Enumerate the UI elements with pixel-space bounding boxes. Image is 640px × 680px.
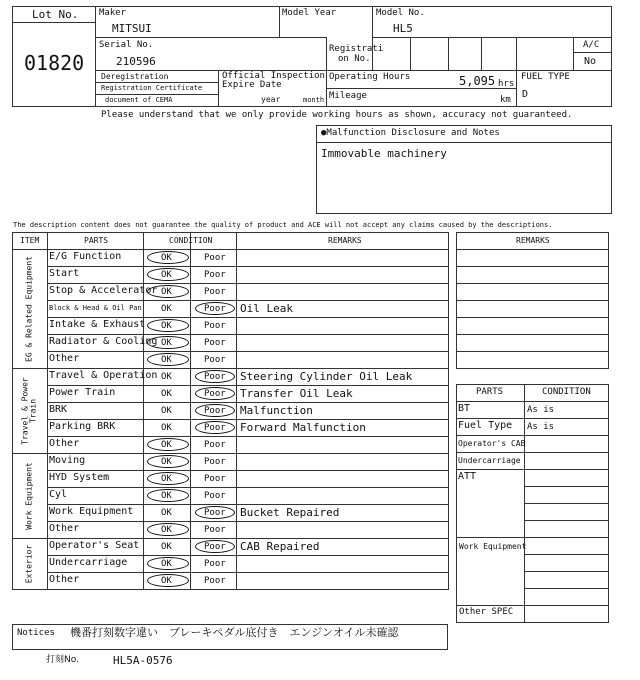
remark-text: Malfunction <box>240 404 313 417</box>
part-name: Other <box>49 574 80 585</box>
part-name: Start <box>49 268 80 279</box>
serial-label: Serial No. <box>99 40 154 50</box>
part-name: Operator's Seat <box>49 540 140 551</box>
poor-label: Poor <box>204 253 226 263</box>
ok-label: OK <box>161 457 172 467</box>
ok-selected-mark <box>147 336 189 349</box>
part-name: Cyl <box>49 489 68 500</box>
col-header-item: ITEM <box>20 236 40 245</box>
part-name: Block & Head & Oil Pan <box>49 304 142 312</box>
fuel-type-value: D <box>522 89 529 100</box>
ac-label: A/C <box>583 40 600 50</box>
part-name: Other <box>49 438 80 449</box>
poor-label: Poor <box>204 559 226 569</box>
part-name: HYD System <box>49 472 110 483</box>
ok-label: OK <box>161 270 172 280</box>
right-remarks-header: REMARKS <box>516 236 550 245</box>
part-name: BRK <box>49 404 68 415</box>
col-header-condition: CONDITION <box>169 236 213 245</box>
malfunction-text: Immovable machinery <box>321 147 447 160</box>
ok-label: OK <box>161 542 172 552</box>
ok-label: OK <box>161 406 172 416</box>
part-name: Other <box>49 523 80 534</box>
right-parts-header: PARTS <box>476 387 504 397</box>
fuel-type-label: FUEL TYPE <box>521 72 570 82</box>
mileage-label: Mileage <box>329 91 367 101</box>
poor-label: Poor <box>204 304 226 314</box>
poor-label: Poor <box>204 355 226 365</box>
ok-selected-mark <box>147 285 189 298</box>
part-name: E/G Function <box>49 251 122 262</box>
malfunction-box <box>316 125 612 214</box>
notices-label: Notices <box>17 628 55 638</box>
ac-value: No <box>584 56 597 67</box>
model-no-value: HL5 <box>393 22 413 35</box>
disclaimer: The description content does not guarantee the quality of product and ACE will not accept any claims caused by the descriptions. <box>13 221 553 229</box>
stamp-label: 打刻No. <box>46 655 79 665</box>
stamp-value: HL5A-0576 <box>113 654 173 667</box>
remark-text: Transfer Oil Leak <box>240 387 353 400</box>
poor-label: Poor <box>204 440 226 450</box>
ok-label: OK <box>161 576 172 586</box>
poor-selected-mark <box>195 387 235 400</box>
malfunction-title: ●Malfunction Disclosure and Notes <box>321 128 500 138</box>
ok-selected-mark <box>147 523 189 536</box>
part-name: Radiator & Cooling <box>49 336 158 347</box>
remark-text: Oil Leak <box>240 302 293 315</box>
poor-selected-mark <box>195 421 235 434</box>
lot-label: Lot No. <box>32 8 79 21</box>
group-label: EG & Related Equipment <box>23 255 33 362</box>
month-label: month <box>303 96 325 104</box>
ok-label: OK <box>161 321 172 331</box>
ok-label: OK <box>161 525 172 535</box>
poor-selected-mark <box>195 370 235 383</box>
col-header-parts: PARTS <box>84 236 109 245</box>
poor-label: Poor <box>204 423 226 433</box>
poor-selected-mark <box>195 302 235 315</box>
model-no-label: Model No. <box>376 8 425 18</box>
operating-hours-label: Operating Hours <box>329 72 411 82</box>
km-unit: km <box>500 95 511 105</box>
poor-label: Poor <box>204 389 226 399</box>
ok-selected-mark <box>147 319 189 332</box>
ok-label: OK <box>161 372 172 382</box>
group-label: Travel & Power Train <box>19 376 37 445</box>
poor-label: Poor <box>204 508 226 518</box>
part-name: Travel & Operation <box>49 370 158 381</box>
ok-label: OK <box>161 355 172 365</box>
col-header-remarks: REMARKS <box>328 236 362 245</box>
serial-value: 210596 <box>116 55 156 68</box>
remark-text: CAB Repaired <box>240 540 320 553</box>
poor-label: Poor <box>204 525 226 535</box>
ok-selected-mark <box>147 472 189 485</box>
ok-selected-mark <box>147 455 189 468</box>
remark-text: Forward Malfunction <box>240 421 366 434</box>
ok-label: OK <box>161 287 172 297</box>
notices-text: 機番打刻数字違い ブレーキペダル底付き エンジンオイル未確認 <box>70 626 399 639</box>
part-name: Undercarriage <box>49 557 128 568</box>
maker-label: Maker <box>99 8 127 18</box>
right-part-name: Fuel Type <box>458 420 513 431</box>
part-name: Power Train <box>49 387 116 398</box>
right-part-name: BT <box>458 403 471 414</box>
group-label: Exterior <box>23 544 33 583</box>
model-year-label: Model Year <box>282 8 337 18</box>
ok-selected-mark <box>147 438 189 451</box>
remark-text: Bucket Repaired <box>240 506 340 519</box>
poor-label: Poor <box>204 372 226 382</box>
part-name: Intake & Exhaust <box>49 319 146 330</box>
poor-label: Poor <box>204 491 226 501</box>
right-part-name: Undercarriage <box>458 456 521 465</box>
operating-hours-value: 5,095 <box>459 74 496 88</box>
deregistration-label: Deregistration <box>101 72 169 81</box>
registration-certificate-label: Registration Certificate <box>101 84 203 92</box>
poor-label: Poor <box>204 457 226 467</box>
part-name: Moving <box>49 455 86 466</box>
part-name: Other <box>49 353 80 364</box>
poor-label: Poor <box>204 338 226 348</box>
ok-label: OK <box>161 440 172 450</box>
ok-label: OK <box>161 338 172 348</box>
part-name: Work Equipment <box>49 506 134 517</box>
hrs-unit: hrs <box>498 79 515 89</box>
ok-label: OK <box>161 474 172 484</box>
right-part-condition: As is <box>527 422 555 432</box>
poor-selected-mark <box>195 540 235 553</box>
registration-label-2: on No. <box>338 54 371 64</box>
ok-label: OK <box>161 304 172 314</box>
ok-label: OK <box>161 423 172 433</box>
group-label: Work Equipment <box>23 461 33 530</box>
ok-selected-mark <box>147 489 189 502</box>
ok-selected-mark <box>147 574 189 587</box>
maker-value: MITSUI <box>112 22 152 35</box>
cema-document-label: document of CEMA <box>105 96 173 104</box>
hours-accuracy-notice: Please understand that we only provide working hours as shown, accuracy not guaranteed. <box>101 110 573 120</box>
registration-label: Registrati <box>329 44 384 54</box>
right-part-name: ATT <box>458 471 477 482</box>
ok-label: OK <box>161 253 172 263</box>
right-work-equipment-label: Work Equipment <box>459 542 527 551</box>
poor-label: Poor <box>204 542 226 552</box>
poor-label: Poor <box>204 474 226 484</box>
poor-selected-mark <box>195 404 235 417</box>
right-condition-header: CONDITION <box>542 387 591 397</box>
ok-label: OK <box>161 559 172 569</box>
part-name: Stop & Accelerator <box>49 285 158 296</box>
inspection-label: Official Inspection <box>222 71 325 81</box>
poor-label: Poor <box>204 270 226 280</box>
right-part-condition: As is <box>527 405 555 415</box>
inspection-label-2: Expire Date <box>222 80 282 90</box>
lot-number: 01820 <box>24 51 85 75</box>
remark-text: Steering Cylinder Oil Leak <box>240 370 413 383</box>
poor-label: Poor <box>204 321 226 331</box>
poor-label: Poor <box>204 576 226 586</box>
poor-label: Poor <box>204 406 226 416</box>
poor-selected-mark <box>195 506 235 519</box>
ok-label: OK <box>161 389 172 399</box>
ok-selected-mark <box>147 268 189 281</box>
year-label: year <box>261 95 281 104</box>
ok-label: OK <box>161 508 172 518</box>
right-other-spec-label: Other SPEC <box>459 607 514 617</box>
part-name: Parking BRK <box>49 421 116 432</box>
ok-selected-mark <box>147 251 189 264</box>
ok-label: OK <box>161 491 172 501</box>
right-part-name: Operator's CAB <box>458 439 526 448</box>
poor-label: Poor <box>204 287 226 297</box>
ok-selected-mark <box>147 353 189 366</box>
ok-selected-mark <box>147 557 189 570</box>
